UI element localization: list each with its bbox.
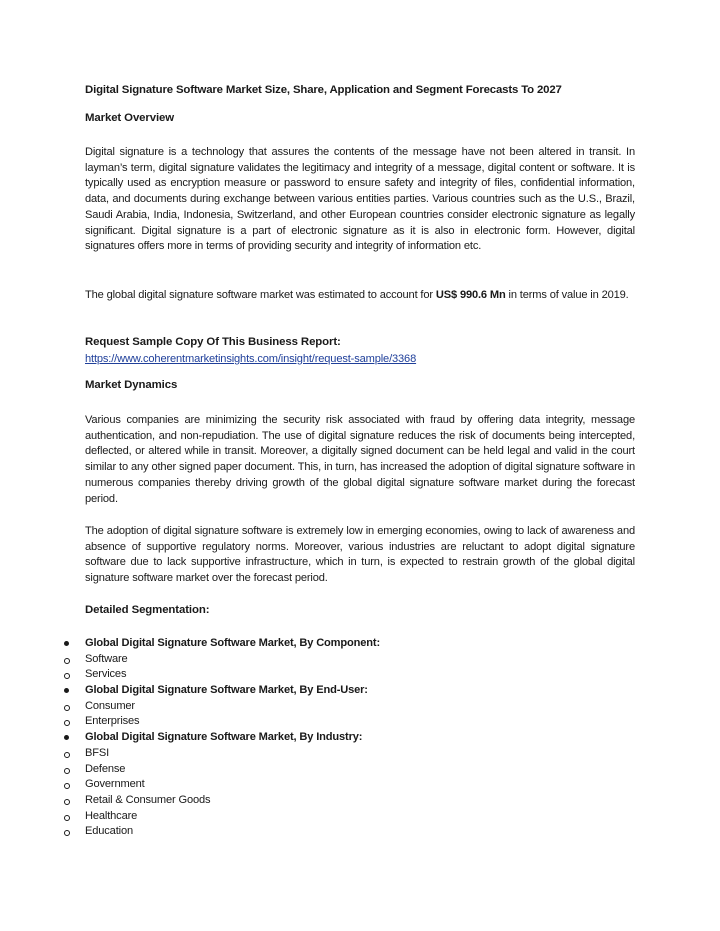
list-item: Services	[85, 668, 127, 681]
request-sample-label: Request Sample Copy Of This Business Report:	[85, 336, 341, 348]
estimate-value: US$ 990.6 Mn	[435, 289, 506, 301]
market-dynamics-paragraph-2: The adoption of digital signature software is extremely low in emerging economies, owing to lack of awareness and absence of supportive regulatory norms. Moreover, various industries are reluctant to adopt digital signature software due to lack supportive infrastructure, which in turn, is expected to restrain growth of the global digital signature software market over the forecast period.	[85, 525, 635, 585]
list-item: BFSI	[85, 746, 110, 759]
list-item: Defense	[85, 762, 126, 775]
list-item: Enterprises	[85, 715, 140, 728]
market-overview-heading: Market Overview	[85, 112, 175, 124]
market-dynamics-heading: Market Dynamics	[85, 379, 178, 391]
list-item: Consumer	[85, 699, 135, 712]
list-item: Software	[85, 652, 128, 665]
market-dynamics-paragraph-1: Various companies are minimizing the security risk associated with fraud by offering data integrity, message authentication, and non-repudiation. The use of digital signature reduces the risk of documents being intercepted, deflected, or altered while in transit. Moreover, a digitally signed document can be held legal and valid in the court similar to any other signed paper document. This, in turn, has increased the adoption of digital signature software in numerous companies thereby driving growth of the global digital signature software market during the forecast period.	[85, 414, 635, 505]
segmentation-list	[0, 636, 720, 840]
list-item: Global Digital Signature Software Market, By End-User:	[85, 684, 368, 697]
list-item: Government	[85, 778, 145, 791]
list-item: Global Digital Signature Software Market, By Industry:	[85, 731, 363, 744]
list-item: Global Digital Signature Software Market, By Component:	[85, 637, 381, 649]
list-item: Education	[85, 825, 133, 838]
list-item: Healthcare	[85, 809, 138, 822]
detailed-segmentation-heading: Detailed Segmentation:	[85, 604, 210, 616]
request-sample-link[interactable]: https://www.coherentmarketinsights.com/insight/request-sample/3368	[85, 353, 417, 365]
estimate-prefix: The global digital signature software market was estimated to account for	[85, 289, 436, 301]
estimate-suffix: in terms of value in 2019.	[505, 289, 629, 301]
document-title: Digital Signature Software Market Size, Share, Application and Segment Forecasts To 2027	[85, 84, 562, 96]
market-estimate-paragraph	[85, 288, 635, 304]
market-overview-paragraph: Digital signature is a technology that assures the contents of the message have not been altered in transit. In layman’s term, digital signature validates the legitimacy and integrity of a message, digital content or software. It is typically used as encryption measure or password to ensure safety and integrity of files, confidential information, data, and documents during exchange between various entities parties. Various countries such as the U.S., Brazil, Saudi Arabia, India, Indonesia, Switzerland, and other European countries consider electronic signature as legally significant. Digital signature is a part of electronic signature as it is also in electronic form. However, digital signatures offers more in terms of providing security and integrity of information etc.	[85, 146, 635, 253]
list-item: Retail & Consumer Goods	[85, 793, 211, 806]
